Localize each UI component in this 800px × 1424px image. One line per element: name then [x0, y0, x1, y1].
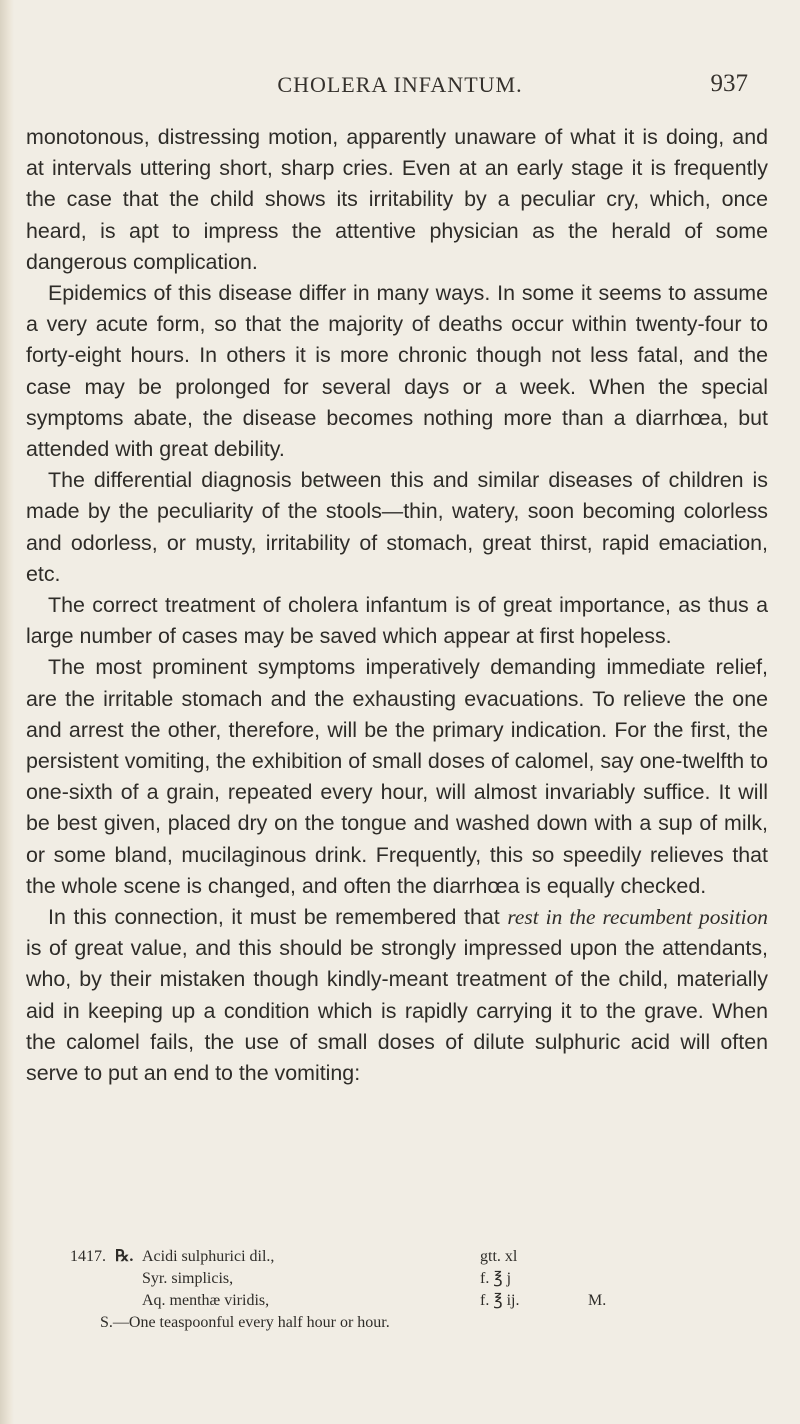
prescription-number: 1417. [70, 1248, 106, 1265]
page-number: 937 [710, 70, 748, 97]
prescription-signa: S.—One teaspoonful every half hour or hour. [100, 1314, 390, 1331]
prescription-author: M. [588, 1292, 607, 1309]
ingredient-quantity: gtt. xl [480, 1248, 518, 1265]
prescription [70, 1246, 770, 1334]
ingredient-name: Syr. simplicis, [142, 1270, 234, 1287]
ingredient-name: Aq. menthæ viridis, [142, 1292, 270, 1309]
paragraph-5: The most prominent symptoms imperatively demanding immediate relief, are the irritable stomach and the exhausting evacuations. To relieve the one and arrest the other, therefore, will be the primary indication. For the first, the persistent vomiting, the exhibition of small doses of calomel, say one-twelfth to one-sixth of a grain, repeated every hour, will almost invariably suffice. It will be best given, placed dry on the tongue and washed down with a sup of milk, or some bland, mucilaginous drink. Frequently, this so speedily relieves that the whole scene is changed, and often the diarrhœa is equally checked. [26, 655, 768, 898]
paragraph-4: The correct treatment of cholera infantum is of great importance, as thus a large number of cases may be saved which appear at first hopeless. [26, 593, 768, 649]
running-head: CHOLERA INFANTUM. [277, 72, 523, 97]
paragraph-6 [26, 902, 768, 1089]
paragraph-2: Epidemics of this disease differ in many ways. In some it seems to assume a very acute form, so that the majority of deaths occur within twenty-four to forty-eight hours. In others it is more chronic though not less fatal, and the case may be prolonged for several days or a week. When the special symptoms abate, the disease becomes nothing more than a diarrhœa, but attended with great debility. [26, 281, 768, 462]
prescription-line-3 [70, 1290, 770, 1312]
page-binding-edge [0, 0, 14, 1424]
prescription-line-1 [70, 1246, 770, 1268]
ingredient-quantity: f. ℥ ij. [480, 1292, 520, 1309]
paragraph-6-text-before: In this connection, it must be remembered that [48, 905, 508, 930]
prescription-line-2 [70, 1268, 770, 1290]
paragraph-1: monotonous, distressing motion, apparently unaware of what it is doing, and at intervals uttering short, sharp cries. Even at an early stage it is frequently the case that the child shows its irritability by a peculiar cry, which, once heard, is apt to impress the attentive physician as the herald of some dangerous complication. [26, 125, 768, 274]
prescription-signa-line [70, 1312, 770, 1334]
paragraph-3: The differential diagnosis between this and similar diseases of children is made by the peculiarity of the stools—thin, watery, soon becoming colorless and odorless, or musty, irritability of stomach, great thirst, rapid emaciation, etc. [26, 468, 768, 586]
body-text [26, 122, 768, 1089]
paragraph-6-text-after: is of great value, and this should be strongly impressed upon the attendants, who, by their mistaken though kindly-meant treatment of the child, materially aid in keeping up a condition which is rapidly carrying it to the grave. When the calomel fails, the use of small doses of dilute sulphuric acid will often serve to put an end to the vomiting: [26, 936, 768, 1086]
ingredient-quantity: f. ℥ j [480, 1270, 512, 1287]
paragraph-6-italic: rest in the recumbent position [507, 905, 768, 930]
page-header [0, 72, 800, 102]
ingredient-name: Acidi sulphurici dil., [142, 1248, 275, 1265]
recipe-symbol: ℞. [115, 1248, 134, 1265]
